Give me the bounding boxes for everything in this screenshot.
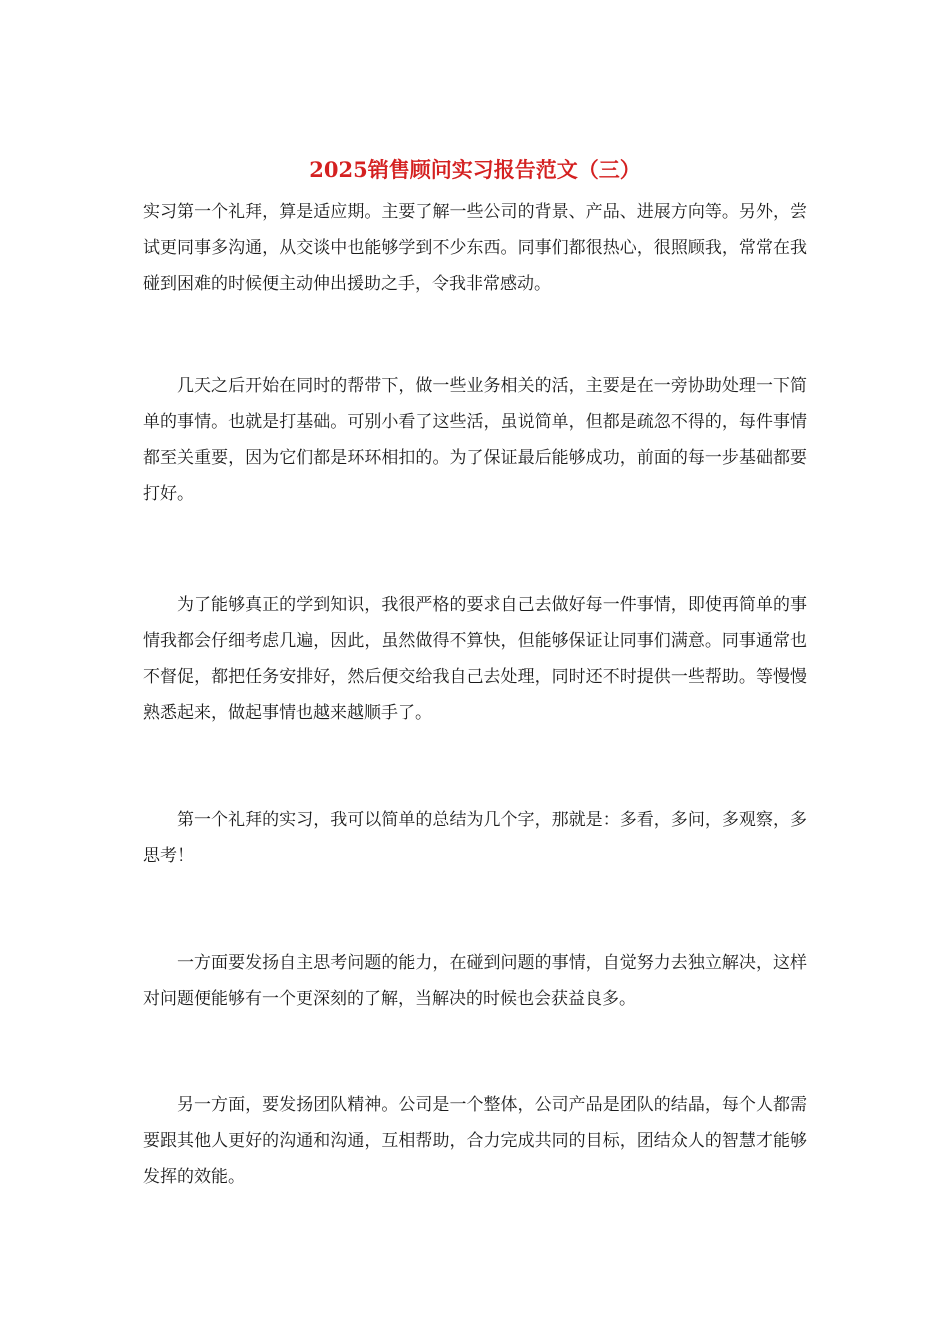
- paragraph-5: 一方面要发扬自主思考问题的能力，在碰到问题的事情，自觉努力去独立解决，这样对问题便能够有一个更深刻的了解，当解决的时候也会获益良多。: [143, 953, 807, 1009]
- paragraph-1: 实习第一个礼拜，算是适应期。主要了解一些公司的背景、产品、进展方向等。另外，尝试更同事多沟通，从交谈中也能够学到不少东西。同事们都很热心，很照顾我，常常在我碰到困难的时候便主动伸出援助之手，令我非常感动。: [143, 202, 807, 294]
- document-title: 2025销售顾问实习报告范文（三）: [309, 157, 641, 182]
- paragraph-4: 第一个礼拜的实习，我可以简单的总结为几个字，那就是：多看，多问，多观察，多思考！: [143, 810, 807, 866]
- paragraph-6: 另一方面，要发扬团队精神。公司是一个整体，公司产品是团队的结晶，每个人都需要跟其他人更好的沟通和沟通，互相帮助，合力完成共同的目标，团结众人的智慧才能够发挥的效能。: [143, 1095, 807, 1187]
- paragraph-3: 为了能够真正的学到知识，我很严格的要求自己去做好每一件事情，即使再简单的事情我都会仔细考虑几遍，因此，虽然做得不算快，但能够保证让同事们满意。同事通常也不督促，都把任务安排好，然后便交给我自己去处理，同时还不时提供一些帮助。等慢慢熟悉起来，做起事情也越来越顺手了。: [143, 595, 807, 723]
- paragraph-2: 几天之后开始在同时的帮带下，做一些业务相关的活，主要是在一旁协助处理一下简单的事情。也就是打基础。可别小看了这些活，虽说简单，但都是疏忽不得的，每件事情都至关重要，因为它们都是环环相扣的。为了保证最后能够成功，前面的每一步基础都要打好。: [143, 376, 807, 504]
